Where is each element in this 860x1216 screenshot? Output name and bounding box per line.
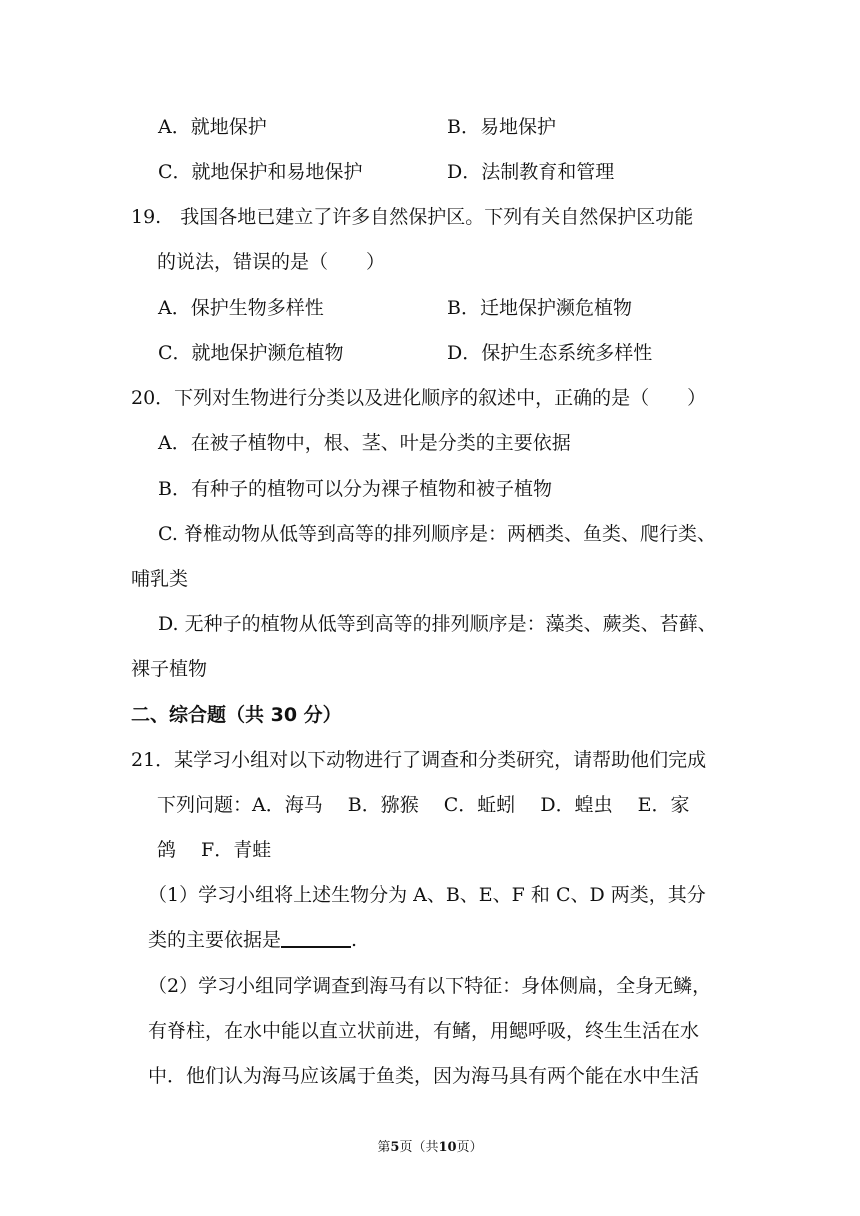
q19-option-a: A．保护生物多样性 — [158, 297, 324, 319]
q20-option-c-line2: 哺乳类 — [131, 568, 189, 590]
q21-part1-line1: （1）学习小组将上述生物分为 A、B、E、F 和 C、D 两类，其分 — [148, 884, 706, 906]
q21-stem-line1: 21．某学习小组对以下动物进行了调查和分类研究，请帮助他们完成 — [131, 749, 707, 771]
footer-prefix: 第 — [377, 1140, 391, 1155]
q21-part1-text: 类的主要依据是 — [148, 929, 282, 951]
q19-stem-line1: 19. 我国各地已建立了许多自然保护区。下列有关自然保护区功能 — [131, 206, 694, 228]
q18-option-d: D．法制教育和管理 — [447, 161, 615, 183]
q20-option-d-line1: D. 无种子的植物从低等到高等的排列顺序是：藻类、蕨类、苔藓、 — [158, 613, 717, 635]
q20-option-d-line2: 裸子植物 — [131, 658, 208, 680]
q21-part1-period: . — [351, 929, 358, 951]
q21-stem-line2: 下列问题：A．海马 B．猕猴 C．蚯蚓 D．蝗虫 E．家 — [157, 794, 690, 816]
q21-part2-line3: 中．他们认为海马应该属于鱼类，因为海马具有两个能在水中生活 — [148, 1065, 700, 1087]
footer-suffix: 页） — [456, 1140, 483, 1155]
section-heading: 二、综合题（共 30 分） — [131, 704, 342, 726]
q19-option-d: D．保护生态系统多样性 — [447, 342, 653, 364]
q21-part2-line2: 有脊柱，在水中能以直立状前进，有鳍，用鳃呼吸，终生生活在水 — [148, 1020, 700, 1042]
q19-option-b: B．迁地保护濒危植物 — [447, 297, 632, 319]
footer-mid: 页（共 — [399, 1140, 439, 1155]
q19-option-c: C．就地保护濒危植物 — [158, 342, 344, 364]
q21-part2-line1: （2）学习小组同学调查到海马有以下特征：身体侧扁，全身无鳞， — [148, 975, 712, 997]
q20-stem: 20．下列对生物进行分类以及进化顺序的叙述中，正确的是（ ） — [131, 387, 707, 409]
q18-option-b: B．易地保护 — [447, 116, 556, 138]
q20-option-a: A．在被子植物中，根、茎、叶是分类的主要依据 — [158, 432, 571, 454]
q21-part1-line2 — [148, 928, 357, 952]
q18-option-a: A．就地保护 — [158, 116, 267, 138]
answer-blank[interactable] — [281, 928, 351, 948]
page-footer — [0, 1140, 860, 1156]
footer-total-pages: 10 — [438, 1140, 457, 1155]
q19-stem-line2: 的说法，错误的是（ ） — [157, 251, 386, 273]
q20-option-c-line1: C. 脊椎动物从低等到高等的排列顺序是：两栖类、鱼类、爬行类、 — [158, 523, 716, 545]
q20-option-b: B．有种子的植物可以分为裸子植物和被子植物 — [158, 478, 552, 500]
q21-stem-line3: 鸽 F．青蛙 — [157, 839, 272, 861]
q18-option-c: C．就地保护和易地保护 — [158, 161, 363, 183]
footer-page-number: 5 — [390, 1140, 400, 1155]
